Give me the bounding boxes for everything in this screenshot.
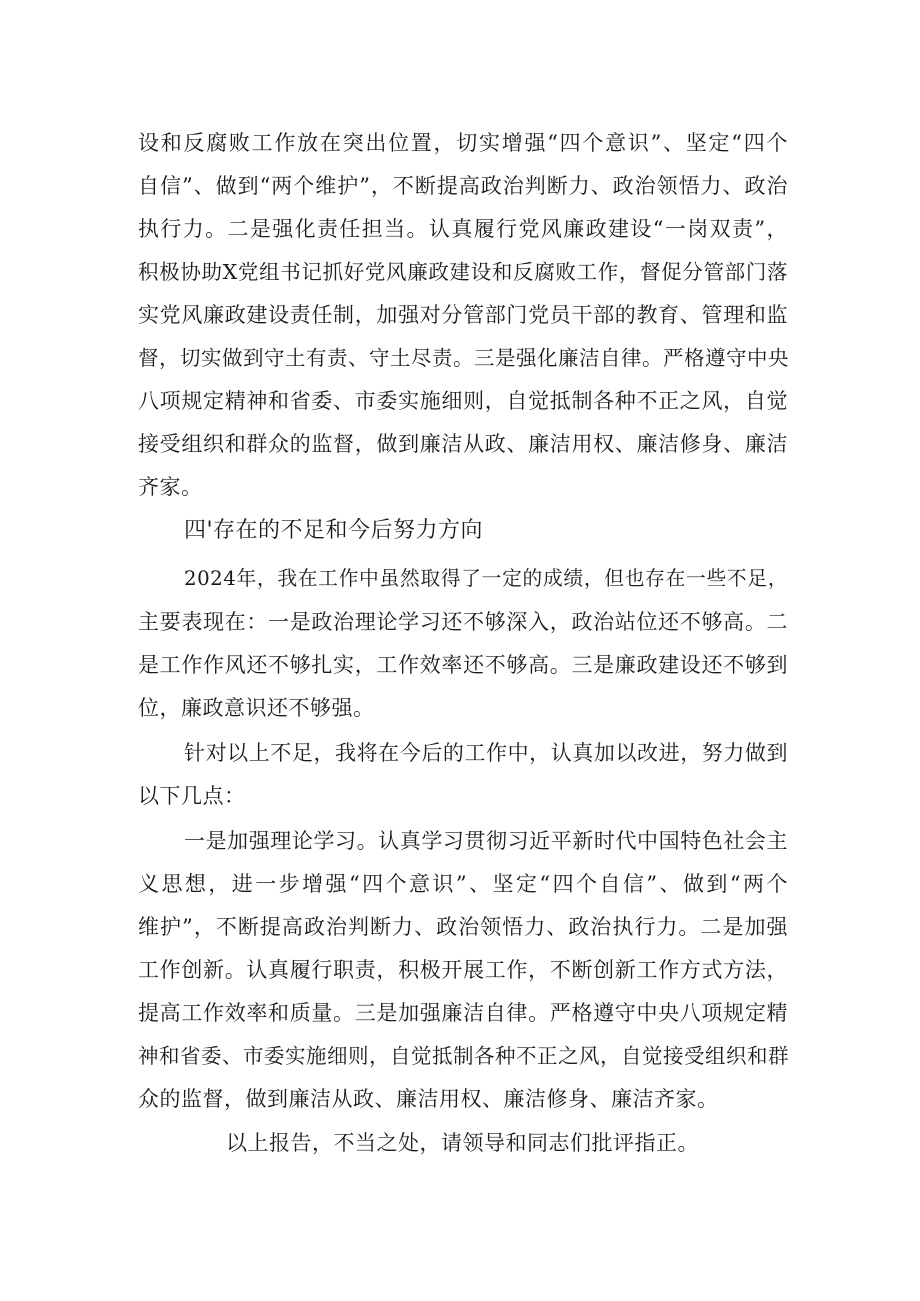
- paragraph-line: 齐家。: [138, 475, 203, 499]
- paragraph-line: 设和反腐败工作放在突出位置，切实增强“四个意识”、坚定“四个: [138, 131, 788, 155]
- paragraph-line: 义思想，进一步增强“四个意识”、坚定“四个自信”、做到“两个: [138, 872, 788, 896]
- paragraph-line: 神和省委、市委实施细则，自觉抵制各种不正之风，自觉接受组织和群: [138, 1044, 789, 1068]
- paragraph-line: 八项规定精神和省委、市委实施细则，自觉抵制各种不正之风，自觉: [138, 389, 788, 413]
- paragraph-line: 接受组织和群众的监督，做到廉洁从政、廉洁用权、廉洁修身、廉洁: [138, 432, 788, 456]
- paragraph-line: 实党风廉政建设责任制，加强对分管部门党员干部的教育、管理和监: [138, 303, 788, 327]
- paragraph-line: 是工作作风还不够扎实，工作效率还不够高。三是廉政建设还不够到: [138, 653, 788, 677]
- closing-line: 以上报告，不当之处，请领导和同志们批评指正。: [226, 1131, 699, 1155]
- paragraph-line: 2024年，我在工作中虽然取得了一定的成绩，但也存在一些不足，: [184, 567, 788, 590]
- paragraph-line: 位，廉政意识还不够强。: [138, 696, 375, 720]
- paragraph-line: 维护”，不断提高政治判断力、政治领悟力、政治执行力。二是加强: [138, 915, 788, 939]
- paragraph-line: 执行力。二是强化责任担当。认真履行党风廉政建设“一岗双责”，: [138, 217, 788, 241]
- paragraph-line: 工作创新。认真履行职责，积极开展工作，不断创新工作方式方法，: [138, 958, 788, 982]
- paragraph-line: 众的监督，做到廉洁从政、廉洁用权、廉洁修身、廉洁齐家。: [138, 1087, 719, 1111]
- section-heading: 四'存在的不足和今后努力方向: [184, 518, 484, 543]
- paragraph-line: 主要表现在：一是政治理论学习还不够深入，政治站位还不够高。二: [138, 610, 788, 634]
- paragraph-line: 提高工作效率和质量。三是加强廉洁自律。严格遵守中央八项规定精: [138, 1001, 788, 1025]
- paragraph-line: 自信”、做到“两个维护”，不断提高政治判断力、政治领悟力、政治: [138, 174, 788, 198]
- paragraph-line: 督，切实做到守土有责、守土尽责。三是强化廉洁自律。严格遵守中央: [138, 346, 789, 370]
- paragraph-line: 针对以上不足，我将在今后的工作中，认真加以改进，努力做到: [184, 741, 788, 765]
- paragraph-line: 一是加强理论学习。认真学习贯彻习近平新时代中国特色社会主: [184, 829, 788, 853]
- paragraph-line: 以下几点：: [138, 784, 246, 808]
- paragraph-line: 积极协助X党组书记抓好党风廉政建设和反腐败工作，督促分管部门落: [138, 260, 788, 284]
